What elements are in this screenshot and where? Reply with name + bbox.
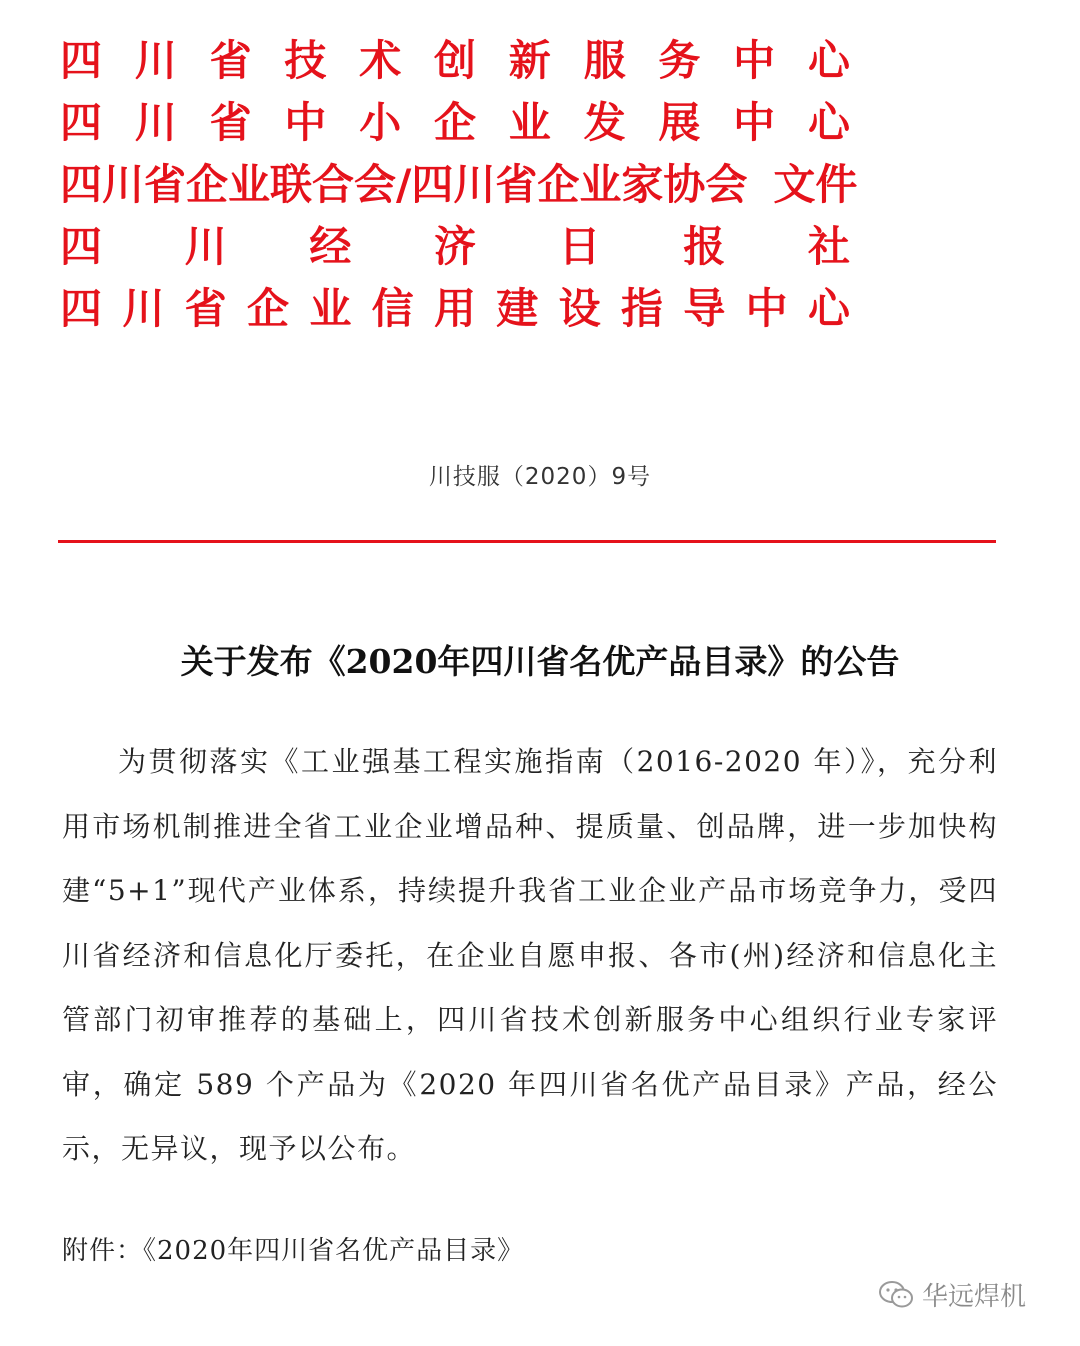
issuer-line — [60, 216, 1020, 278]
issuer-name: 四 川 经 济 日 报 社 — [60, 222, 850, 271]
issuer-block — [60, 30, 1020, 340]
issuer-name: 四川省企业联合会/四川省企业家协会 — [60, 160, 748, 209]
issuer-name: 四 川 省 技 术 创 新 服 务 中 心 — [60, 36, 850, 85]
issuer-line — [60, 30, 1020, 92]
red-divider — [58, 540, 996, 543]
issuer-line — [60, 92, 1020, 154]
wechat-icon — [878, 1280, 914, 1310]
attachment-line: 附件：《2020年四川省名优产品目录》 — [62, 1236, 525, 1266]
announcement-title: 关于发布《2020年四川省名优产品目录》的公告 — [180, 642, 900, 681]
issuer-line — [60, 154, 1020, 216]
watermark-label: 华远焊机 — [922, 1282, 1027, 1312]
issuer-line — [60, 278, 1020, 340]
issuer-name: 四 川 省 中 小 企 业 发 展 中 心 — [60, 98, 850, 147]
announcement-body: 为贯彻落实《工业强基工程实施指南（2016-2020 年）》，充分利用市场机制推进全省工业企业增品种、提质量、创品牌，进一步加快构建“5+1”现代产业体系，持续提升我省工业企业产品市场竞争力，受四川省经济和信息化厅委托，在企业自愿申报、各市(州)经济和信息化主管部门初审推荐的基础上，四川省技术创新服务中心组织行业专家评审，确定 589 个产品为《2020 年四川省名优产品目录》产品，经公示，无异议，现予以公布。 — [62, 745, 998, 1165]
document-number: 川技服（2020）9号 — [428, 464, 652, 490]
issuer-name: 四 川 省 企 业 信 用 建 设 指 导 中 心 — [60, 284, 850, 333]
file-suffix: 文件 — [773, 160, 858, 209]
watermark — [878, 1276, 1026, 1313]
